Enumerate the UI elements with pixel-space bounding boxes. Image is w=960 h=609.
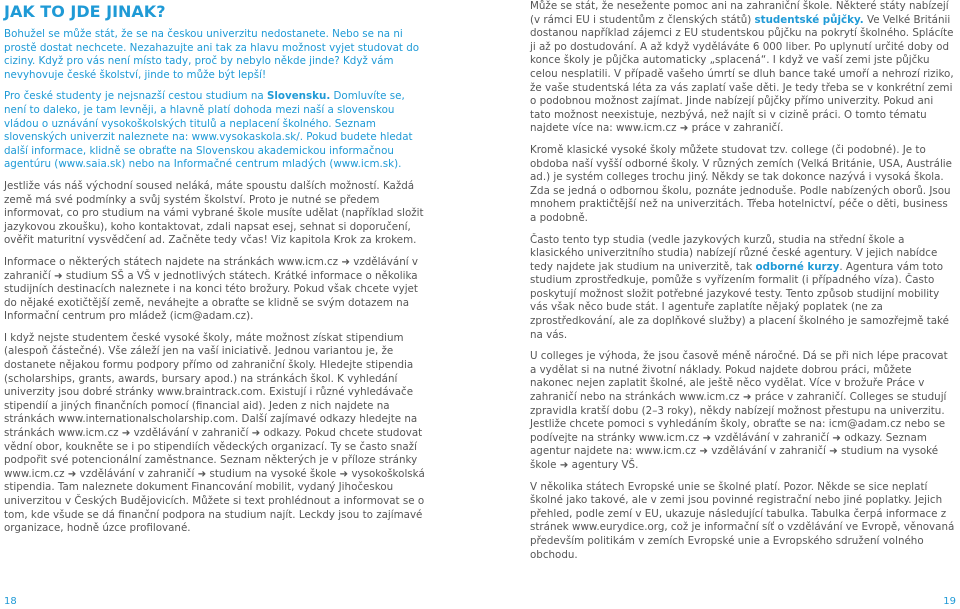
- tuition-eu-paragraph: V několika státech Evropské unie se školné platí. Pozor. Někde se sice neplatí školné jako takové, ale v zemi jsou povinné registrační nebo jiné poplatky. Jejich přehled, podle zemí v EU, ukazuje následující tabulka. Tabulka čerpá informace z stránek www.eurydice.org, což je informační síť o vzdělávání ve Evropě, věnovaná především politikám v zemích Evropské unie a Evropského sdružení volného obchodu.: [530, 480, 955, 561]
- colleges-advantage-paragraph: U colleges je výhoda, že jsou časově méně náročné. Dá se při nich lépe pracovat a vydělat si na nutné životní náklady. Pokud najdete dobrou práci, můžete nakonec nejen zaplatit školné, ale ještě něco vydělat. Více v brožuře Práce v zahraničí nebo na stránkách www.icm.cz ➜ práce v zahraničí. Colleges se studují zpravidla kratší dobu (2–3 roky), někdy nabízejí možnost přestupu na univerzitu. Jestliže chcete pomoci s vyhledáním školy, obraťte se na: icm@adam.cz nebo se podívejte na stránky www.icm.cz ➜ vzdělávání v zahraničí ➜ odkazy. Seznam agentur najdete na: www.icm.cz ➜ vzdělávání v zahraničí ➜ studium na vysoké škole ➜ agentury VŠ.: [530, 350, 948, 471]
- loans-bold: studentské půjčky.: [754, 13, 864, 26]
- loans-prefix: Může se stát, že nesežente pomoc ani na zahraniční škole. Některé státy nabízejí (v rámci EU i studentům z členských států): [530, 0, 949, 26]
- agencies-paragraph: [530, 234, 956, 343]
- left-column: [4, 0, 428, 544]
- agencies-prefix: Často tento typ studia (vedle jazykových kurzů, studia na střední škole a klasického univerzitního studia) nabízejí různé české agentury. V jejich nabídce tedy najdete jak studium na univerzitě, tak: [530, 233, 938, 273]
- loans-rest: Ve Velké Británii dostanou například zájemci z EU studentskou půjčku na pokrytí školného. Splácíte ji až po dostudování. A až když vyděláváte 6 000 liber. Po uplynutí určité doby od konce školy je půjčka automaticky „splacená“. I když ve vaší zemi jste půjčku celou nesplatili. V případě vašeho úmrtí se dluh bance také umoří a nehrozí riziko, že vaše studentská léta za vás zaplatí vaše děti. Je tedy třeba se v konkrétní zemi o podobnou možnost zajímat. Jinde nabízejí půjčky přímo univerzity. Pokud ani tato možnost neexistuje, nezbývá, než najít si v cizině práci. O tomto tématu najdete více na: www.icm.cz ➜ práce v zahraničí.: [530, 13, 954, 135]
- page-heading: JAK TO JDE JINAK?: [4, 2, 166, 21]
- agencies-bold: odborné kurzy: [755, 260, 840, 273]
- page-number-left: 18: [4, 596, 17, 607]
- intro-paragraph: Bohužel se může stát, že se na českou univerzitu nedostanete. Nebo se na ni prostě dostat nechcete. Nezahazujte ani tak za hlavu možnost vyjet studovat do ciziny. Když pro vás není místo tady, proč by nebylo někde jinde? Když vám nevyhovuje české školství, jinde to může být lepší!: [4, 28, 420, 81]
- slovakia-paragraph: [4, 90, 428, 172]
- scholarship-paragraph: I když nejste studentem české vysoké školy, máte možnost získat stipendium (alespoň částečné). Vše záleží jen na vaší iniciativě. Jednou variantou je, že dostanete nějakou formu podpory přímo od zahraniční školy. Hledejte stipendia (scholarships, grants, awards, bursary apod.) na stránkách škol. K vyhledání univerzity jsou dobré stránky www.braintrack.com. Existují i různé vyhledávače stipendií a jiných finančních pomocí (financial aid). Jeden z nich najdete na stránkách www.internationalscholarship.com. Další zajímavé odkazy hledejte na stránkách www.icm.cz ➜ vzdělávání v zahraničí ➜ odkazy. Pokud chcete studovat vědní obor, koukněte se i po stipendiích vědeckých organizací. Ty se často snaží podpořit své potencionální zaměstnance. Seznam některých je v příloze stránky www.icm.cz ➜ vzdělávání v zahraničí ➜ studium na vysoké škole ➜ vysokoškolská stipendia. Tam naleznete dokument Financování mobilit, vydaný Jihočeskou univerzitou v Českých Budějovicích. Můžete si text prohlédnout a informovat se o tom, kde všude se dá finanční podpora na studium najít. Leckdy jsou to zajímavé organizace, hodně úzce profilované.: [4, 331, 425, 535]
- student-loans-paragraph: [530, 0, 956, 136]
- college-paragraph: Kromě klasické vysoké školy můžete studovat tzv. college (či podobné). Je to obdoba naší vyšší odborné školy. V různých zemích (Velká Británie, USA, Austrálie ad.) je systém colleges trochu jiný. Někdy se tak dokonce nazývá i vysoká škola. Zda se jedná o odbornou školu, poznáte jednoduše. Podle nabízených oborů. Jsou mnohem praktičtější než na univerzitách. Třeba hotelnictví, péče o děti, business a podobně.: [530, 143, 953, 224]
- other-countries-paragraph: Jestliže vás náš východní soused neláká, máte spoustu dalších možností. Každá země má své podmínky a svůj systém školství. Proto je nutné se předem informovat, co pro studium na vámi vybrané škole musíte udělat (například složit jazykovou zkoušku), koho kontaktovat, zdali napsat esej, sehnat si doporučení, ověřit maturitní vysvědčení ad. Začněte tedy včas! Viz kapitola Krok za krokem.: [4, 179, 424, 247]
- slovakia-prefix: Pro české studenty je nejsnazší cestou studium na: [4, 90, 267, 103]
- slovakia-rest: Domluvíte se, není to daleko, je tam levněji, a hlavně platí dohoda mezi naší a slovenskou vládou o uznávání vysokoškolských titulů a neplacení školného. Seznam slovenských univerzit naleznete na: www.vysokaskola.sk/. Pokud budete hledat další informace, klidně se obraťte na Slovenskou akademickou informačnou agentúru (www.saia.sk) nebo na Informačné centrum mladých (www.icm.sk).: [4, 90, 413, 171]
- slovakia-bold: Slovensku.: [266, 90, 331, 103]
- country-info-paragraph: Informace o některých státech najdete na stránkách www.icm.cz ➜ vzdělávání v zahraničí ➜ studium SŠ a VŠ v jednotlivých státech. Krátké informace o několika studijních destinacích naleznete i na konci této brožury. Pokud však chcete vyjet do nějaké exotičtější země, neváhejte a obraťte se klidně se svým dotazem na Informační centrum pro mládež (icm@adam.cz).: [4, 255, 418, 323]
- page-number-right: 19: [943, 596, 956, 607]
- agencies-rest: . Agentura vám toto studium zprostředkuje, pomůže s vyřízením formalit (i případného víza). Často poskytují možnost složit potřebné jazykové testy. Tento způsob studijní mobility vás však něco bude stát. I agentuře zaplatíte nějaký poplatek (ne za zprostředkování, ale za doplňkové služby) a placení školného je samozřejmě také na vás.: [530, 260, 949, 341]
- right-column: [530, 0, 956, 570]
